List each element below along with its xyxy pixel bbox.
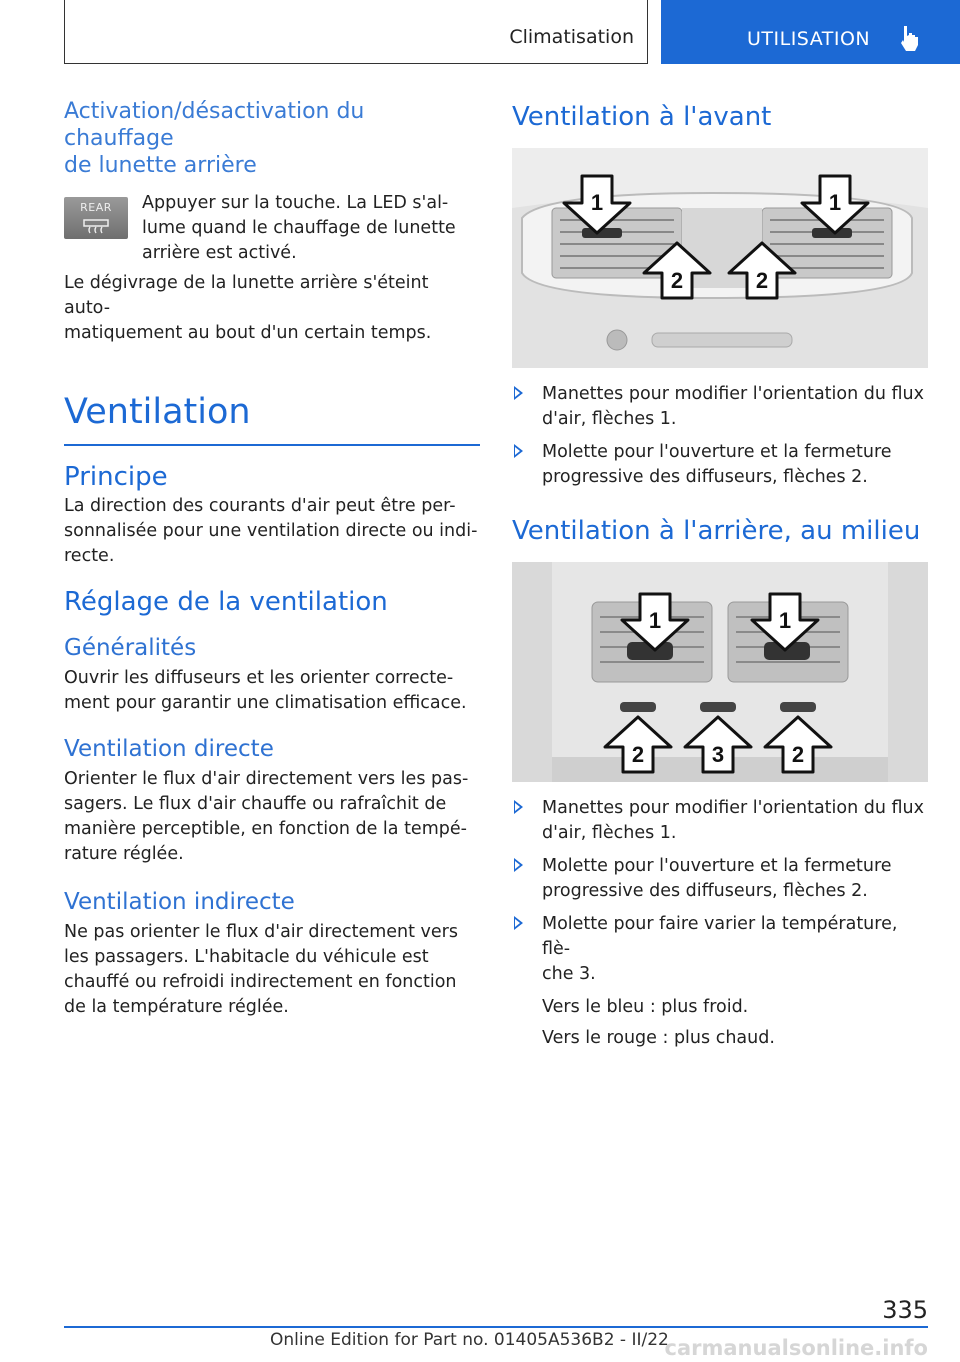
bullet-line: d'air, flèches 1. <box>542 409 677 429</box>
fig-callout: 2 <box>791 742 805 767</box>
chapter-tab[interactable] <box>661 0 960 64</box>
bullet-arrow-icon <box>514 916 523 930</box>
bullet-arrow-icon <box>514 444 523 458</box>
left-column <box>64 98 480 1020</box>
chapter-tab-label: UTILISATION <box>747 28 871 50</box>
fig-callout: 3 <box>711 742 725 767</box>
fig-callout: 1 <box>648 608 662 633</box>
fig-callout: 1 <box>778 608 792 633</box>
rear-button-label: REAR <box>80 201 112 214</box>
watermark: carmanualsonline.info <box>664 1336 928 1360</box>
defrost-waves-icon <box>64 217 128 237</box>
list-item <box>512 912 928 1051</box>
heading-rule <box>64 444 480 446</box>
rear-vents-figure <box>512 562 928 782</box>
principe-line: sonnalisée pour une ventilation directe ou indi- <box>64 520 478 541</box>
generalites-line: Ouvrir les diffuseurs et les orienter correcte- <box>64 667 454 688</box>
generalites-text <box>64 666 480 716</box>
bullet-line: Manettes pour modifier l'orientation du flux <box>542 384 924 404</box>
rear-heat-intro-line: Appuyer sur la touche. La LED s'al- <box>142 193 449 213</box>
indirecte-line: les passagers. L'habitacle du véhicule est <box>64 946 429 967</box>
section-title: Climatisation <box>509 26 634 48</box>
indirecte-line: Ne pas orienter le flux d'air directement vers <box>64 921 458 942</box>
bullet-arrow-icon <box>514 386 523 400</box>
rear-heat-paragraph-line: Le dégivrage de la lunette arrière s'éteint auto- <box>64 273 429 318</box>
principe-heading: Principe <box>64 461 168 492</box>
footer-rule <box>64 1326 928 1328</box>
front-vents-figure <box>512 148 928 368</box>
list-item <box>512 854 928 904</box>
fig-callout: 2 <box>631 742 645 767</box>
bullet-line: progressive des diffuseurs, flèches 2. <box>542 467 868 487</box>
principe-line: La direction des courants d'air peut être per- <box>64 495 456 516</box>
principe-text <box>64 494 480 569</box>
rear-heat-title-line: Activation/désactivation du chauffage <box>64 99 365 151</box>
right-column <box>512 98 928 1051</box>
rear-heat-paragraph-line: matiquement au bout d'un certain temps. <box>64 323 432 343</box>
hand-pointer-icon <box>898 24 922 52</box>
rear-heat-title-line: de lunette arrière <box>64 153 257 178</box>
directe-line: Orienter le flux d'air directement vers les pas- <box>64 768 469 789</box>
fig-callout: 1 <box>828 190 842 215</box>
blue-note: Vers le bleu : plus froid. <box>542 997 749 1017</box>
indirecte-text <box>64 920 480 1020</box>
bullet-line: che 3. <box>542 964 596 984</box>
list-item <box>512 382 928 432</box>
bullet-line: Molette pour faire varier la température, flè- <box>542 914 898 959</box>
directe-text <box>64 767 480 867</box>
indirecte-line: de la température réglée. <box>64 996 289 1017</box>
generalites-heading: Généralités <box>64 634 197 661</box>
bullet-arrow-icon <box>514 858 523 872</box>
reglage-heading: Réglage de la ventilation <box>64 586 388 617</box>
rear-defrost-button-icon <box>64 197 128 239</box>
directe-heading: Ventilation directe <box>64 735 274 762</box>
rear-heat-intro <box>64 193 480 271</box>
list-item <box>512 440 928 490</box>
fig-callout: 2 <box>755 268 769 293</box>
red-note: Vers le rouge : plus chaud. <box>542 1028 775 1048</box>
avant-heading: Ventilation à l'avant <box>512 102 772 132</box>
principe-line: recte. <box>64 545 115 566</box>
rear-heat-title <box>64 98 480 179</box>
rear-heat-intro-line: arrière est activé. <box>142 243 297 263</box>
bullet-line: d'air, flèches 1. <box>542 823 677 843</box>
directe-line: sagers. Le flux d'air chauffe ou rafraîchit de <box>64 793 447 814</box>
indirecte-line: chauffé ou refroidi indirectement en fonction <box>64 971 457 992</box>
indirecte-heading: Ventilation indirecte <box>64 888 295 915</box>
rear-heat-paragraph <box>64 271 480 346</box>
bullet-arrow-icon <box>514 800 523 814</box>
bullet-line: Molette pour l'ouverture et la fermeture <box>542 856 892 876</box>
arriere-heading: Ventilation à l'arrière, au milieu <box>512 516 921 546</box>
directe-line: manière perceptible, en fonction de la tempé- <box>64 818 467 839</box>
fig-callout: 2 <box>670 268 684 293</box>
bullet-line: Manettes pour modifier l'orientation du flux <box>542 798 924 818</box>
bullet-line: Molette pour l'ouverture et la fermeture <box>542 442 892 462</box>
generalites-line: ment pour garantir une climatisation efficace. <box>64 692 467 713</box>
list-item <box>512 796 928 846</box>
page-number: 335 <box>882 1296 928 1324</box>
edition-text: Online Edition for Part no. 01405A536B2 - II/22 <box>270 1330 669 1350</box>
bullet-line: progressive des diffuseurs, flèches 2. <box>542 881 868 901</box>
fig-callout: 1 <box>590 190 604 215</box>
directe-line: rature réglée. <box>64 843 184 864</box>
rear-heat-intro-line: lume quand le chauffage de lunette <box>142 218 456 238</box>
ventilation-heading: Ventilation <box>64 392 251 432</box>
